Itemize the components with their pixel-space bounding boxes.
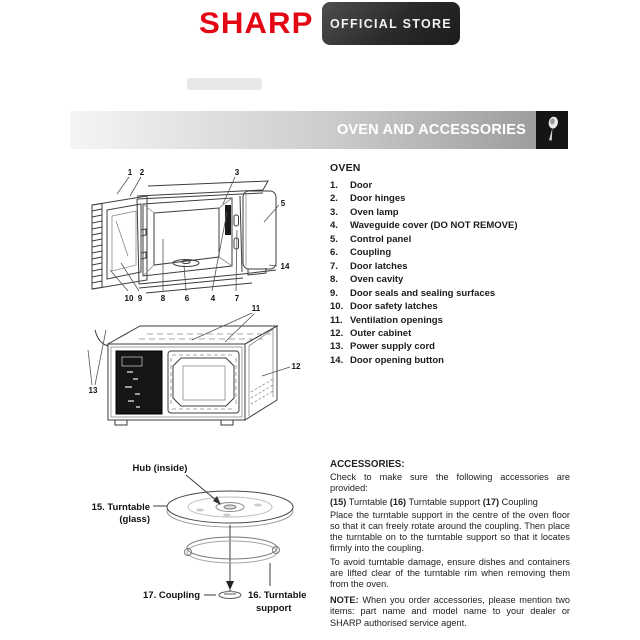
item-label: Door opening button [350, 354, 444, 366]
closed-oven-diagram [75, 300, 315, 440]
list-item [330, 327, 570, 340]
accessory-name: Turntable support [408, 496, 481, 507]
open-oven-diagram [80, 160, 320, 310]
callout-label: 5 [280, 199, 286, 208]
section-header-bar [70, 111, 536, 149]
list-item [330, 246, 570, 259]
item-number: 3. [330, 206, 338, 218]
turntable-glass [167, 491, 293, 527]
accessories-instructions: Place the turntable support in the centre of the oven floor so that it can freely rotate around the coupling. Then place the turntable on to the turntable support so that it locates firmly into the coupling. [330, 509, 570, 554]
callout-label: 4 [210, 294, 216, 303]
oven-cabinet [95, 326, 277, 425]
accessories-heading: ACCESSORIES: [330, 459, 405, 470]
accessories-note [330, 595, 570, 629]
callout-label: 1 [127, 168, 133, 177]
callout-label: 9 [137, 294, 143, 303]
list-item [330, 273, 570, 286]
accessory-number: (15) [330, 496, 347, 507]
item-number: 7. [330, 260, 338, 272]
coupling-label: 17. Coupling [143, 590, 200, 601]
oven-body [137, 181, 268, 293]
turntable-label: 15. Turntable [91, 502, 150, 513]
item-number: 12. [330, 327, 344, 339]
callout-label: 11 [251, 304, 261, 313]
door-window [168, 351, 239, 413]
item-label: Control panel [350, 233, 412, 245]
hub-label: Hub (inside) [132, 463, 188, 474]
callout-label: 8 [160, 294, 166, 303]
accessories-provided-line [330, 497, 570, 508]
list-item [330, 219, 570, 232]
down-arrow [226, 581, 234, 590]
spoon-icon [544, 116, 560, 144]
list-item [330, 340, 570, 353]
list-item [330, 179, 570, 192]
item-number: 8. [330, 274, 338, 286]
sharp-logo: SHARP [199, 7, 314, 40]
item-label: Door seals and sealing surfaces [350, 287, 496, 299]
callout-label: 2 [139, 168, 145, 177]
list-item [330, 354, 570, 367]
item-label: Coupling [350, 247, 392, 259]
control-panel-unit [243, 191, 276, 275]
support-label: 16. Turntable [248, 590, 307, 601]
waveguide-cover [225, 205, 231, 235]
turntable-label-2: (glass) [119, 514, 150, 525]
power-supply-cord [95, 330, 108, 346]
control-panel [116, 351, 162, 414]
item-label: Door hinges [350, 193, 406, 205]
item-number: 6. [330, 247, 338, 259]
list-item [330, 287, 570, 300]
item-number: 4. [330, 220, 338, 232]
note-text: When you order accessories, please mention two items: part name and model name to your dealer or SHARP authorised service agent. [330, 595, 570, 628]
callout-label: 12 [291, 362, 301, 371]
item-label: Power supply cord [350, 341, 435, 353]
item-label: Door safety latches [350, 301, 438, 313]
accessory-number: (16) [389, 496, 407, 507]
turntable-support [185, 537, 280, 563]
item-label: Waveguide cover (DO NOT REMOVE) [350, 220, 518, 232]
callout-label: 7 [234, 294, 240, 303]
item-number: 9. [330, 287, 338, 299]
item-label: Oven cavity [350, 274, 404, 286]
oven-list-heading: OVEN [330, 162, 361, 174]
accessory-number: (17) [482, 496, 500, 507]
callout-label: 14 [280, 262, 290, 271]
support-label-2: support [256, 603, 292, 614]
official-store-badge: OFFICIAL STORE [322, 2, 460, 45]
item-label: Ventilation openings [350, 314, 443, 326]
item-number: 5. [330, 233, 338, 245]
accessories-section [330, 459, 570, 631]
scan-smudge [187, 78, 262, 90]
accessories-warning: To avoid turntable damage, ensure dishes and containers are lifted clear of the turntable rim when removing them from the oven. [330, 556, 570, 590]
coupling [219, 589, 241, 599]
item-label: Door [350, 180, 373, 191]
turntable-diagram [80, 455, 315, 640]
accessory-name: Coupling [501, 496, 538, 507]
list-item [330, 233, 570, 246]
list-item [330, 300, 570, 313]
list-item [330, 314, 570, 327]
item-number: 14. [330, 354, 344, 366]
list-item [330, 206, 570, 219]
item-label: Outer cabinet [350, 327, 412, 339]
item-number: 1. [330, 180, 338, 191]
callout-label: 10 [124, 294, 134, 303]
item-number: 11. [330, 314, 343, 326]
list-item [330, 260, 570, 273]
item-number: 13. [330, 341, 344, 353]
callout-label: 3 [234, 168, 240, 177]
callout-label: 6 [184, 294, 190, 303]
list-item [330, 192, 570, 205]
item-number: 10. [330, 301, 344, 313]
section-title: OVEN AND ACCESSORIES [336, 122, 526, 138]
accessories-intro: Check to make sure the following accessories are provided: [330, 472, 570, 494]
oven-parts-list [330, 162, 570, 367]
section-icon-box [536, 111, 568, 149]
note-label: NOTE: [330, 595, 359, 606]
item-number: 2. [330, 193, 338, 205]
callout-label: 13 [88, 386, 98, 395]
item-label: Oven lamp [350, 206, 399, 218]
accessory-name: Turntable [348, 496, 388, 507]
item-label: Door latches [350, 260, 408, 272]
